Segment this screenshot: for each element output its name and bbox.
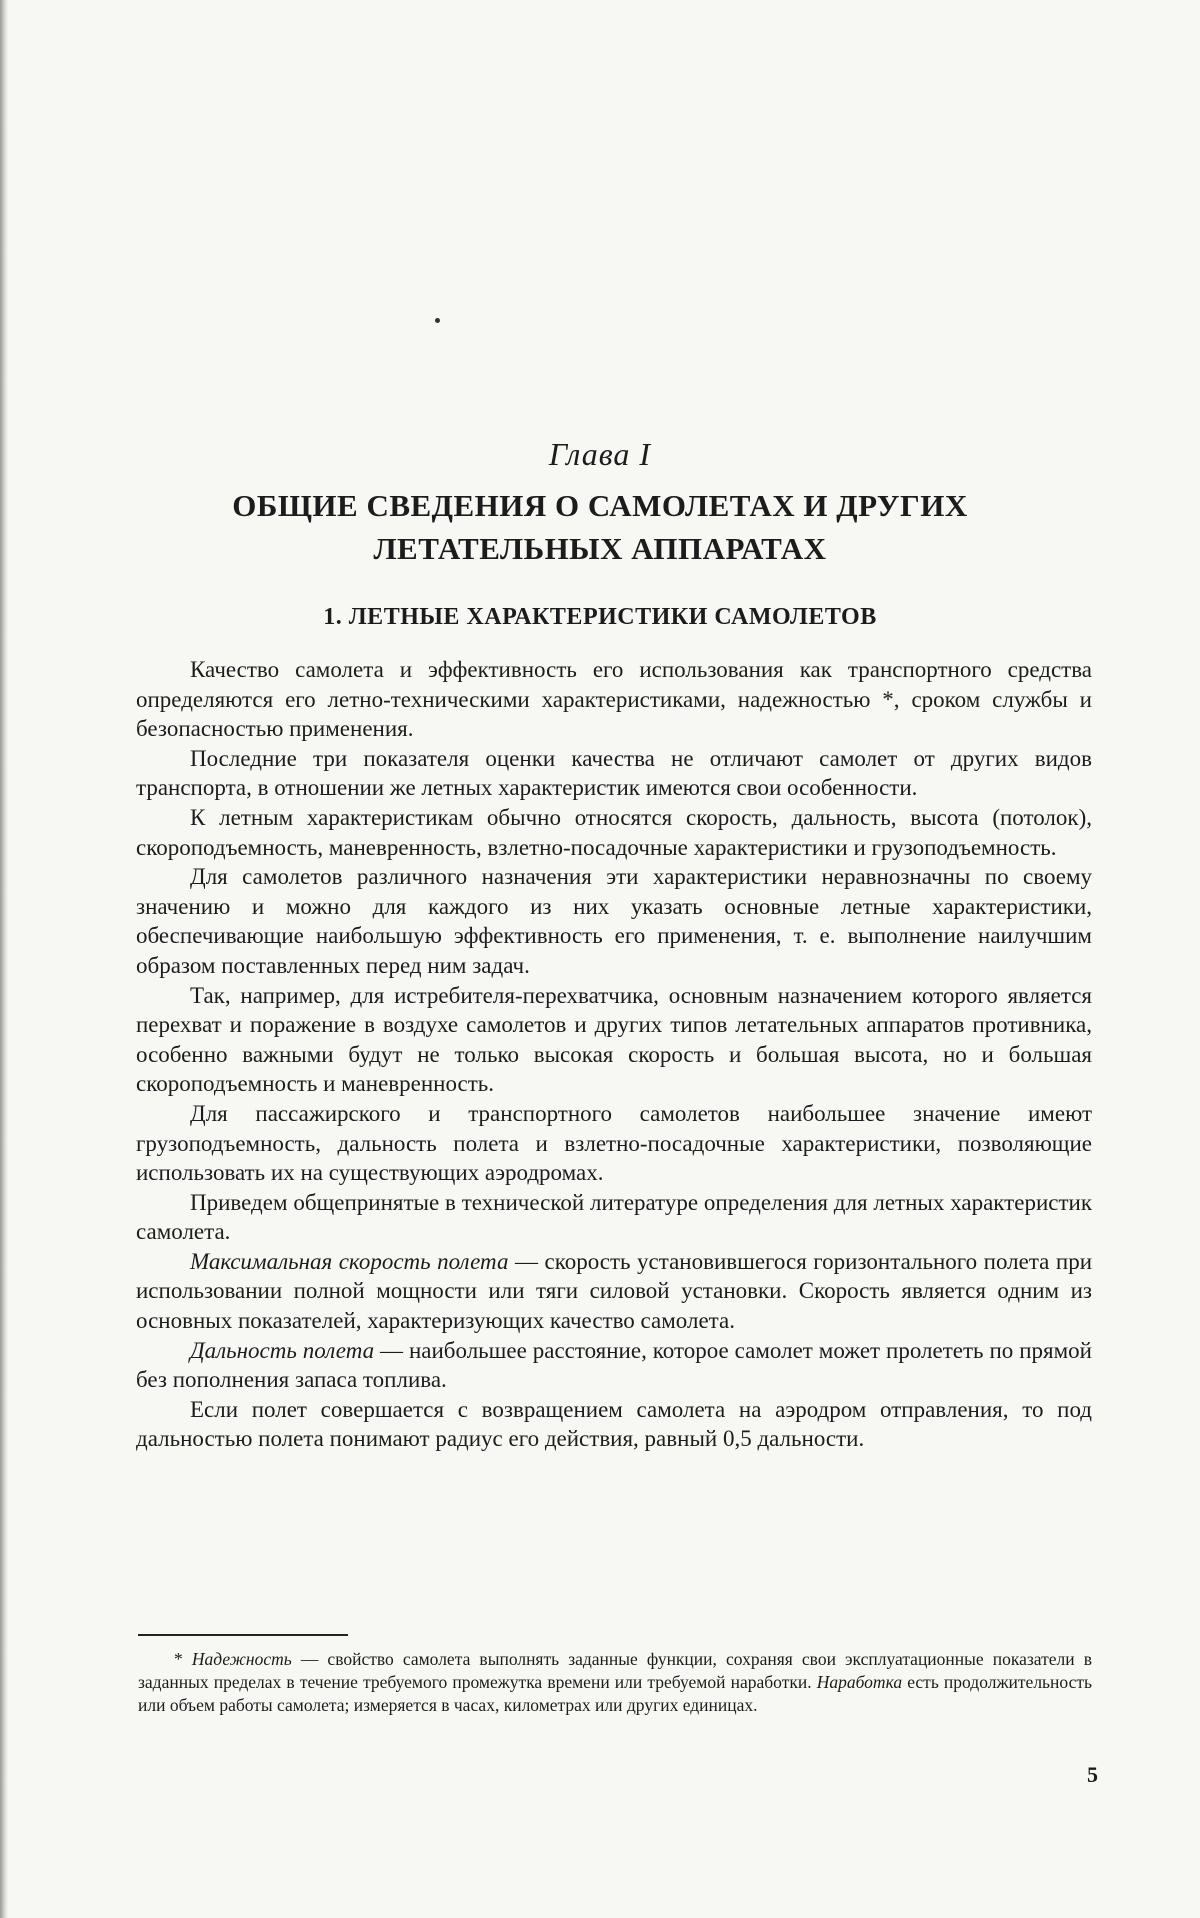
- print-speck: [435, 318, 440, 323]
- page-edge-shadow: [0, 0, 8, 1918]
- chapter-label: Глава I: [548, 436, 652, 472]
- paragraph: Последние три показателя оценки качества не отличают самолет от других видов транспорта, в отношении же летных характеристик имеются свои особенности.: [136, 745, 1092, 801]
- page-number: 5: [1087, 1762, 1098, 1787]
- paragraph: Так, например, для истребителя-перехватчика, основным назначением которого является перехват и поражение в воздухе самолетов и других типов летательных аппаратов противника, особенно важными будут не только высокая скорость и большая высота, но и большая скороподъемность и маневренность.: [136, 982, 1092, 1097]
- definition-range: [136, 1336, 1092, 1395]
- definition-text: — наибольшее расстояние, которое самолет может пролететь по прямой без пополнения запаса топлива.: [136, 1337, 1092, 1393]
- chapter-title-line-2: ЛЕТАТЕЛЬНЫХ АППАРАТАХ: [373, 531, 827, 566]
- footnote-marker: *: [174, 1649, 192, 1669]
- paragraph: Приведем общепринятые в технической литературе определения для летных характеристик самолета.: [136, 1189, 1092, 1245]
- definition-text: — скорость установившегося горизонтального полета при использовании полной мощности или тяги силовой установки. Скорость является одним из основных показателей, характеризующих качество самолета.: [136, 1248, 1093, 1334]
- chapter-title: [0, 484, 1200, 570]
- paragraph: Для самолетов различного назначения эти характеристики неравнозначны по своему значению и можно для каждого из них указать основные летные характеристики, обеспечивающие наибольшую эффективность его применения, т. е. выполнение наилучшим образом поставленных перед ним задач.: [136, 864, 1092, 978]
- body-text: [136, 655, 1092, 1454]
- chapter-title-line-1: ОБЩИЕ СВЕДЕНИЯ О САМОЛЕТАХ И ДРУГИХ: [232, 488, 968, 523]
- footnote-paragraph: [138, 1648, 1092, 1717]
- paragraph: К летным характеристикам обычно относятся скорость, дальность, высота (потолок), скороподъемность, маневренность, взлетно-посадочные характеристики и грузоподъемность.: [136, 804, 1092, 860]
- footnote-term: Надежность: [191, 1649, 292, 1669]
- paragraph: Для пассажирского и транспортного самолетов наибольшее значение имеют грузоподъемность, дальность полета и взлетно-посадочные характеристики, позволяющие использовать их на существующих аэродромах.: [136, 1100, 1092, 1186]
- footnote-text: — свойство самолета выполнять заданные функции, сохраняя свои эксплуатационные показатели в заданных пределах в течение требуемого промежутка времени или требуемой наработки.: [138, 1649, 1092, 1692]
- footnote: [138, 1648, 1092, 1717]
- footnote-divider: [138, 1634, 348, 1636]
- paragraph: Если полет совершается с возвращением самолета на аэродром отправления, то под дальностью полета понимают радиус его действия, равный 0,5 дальности.: [136, 1396, 1092, 1452]
- footnote-text: есть продолжительность или объем работы самолета; измеряется в часах, километрах или других единицах.: [138, 1672, 1092, 1715]
- section-title: 1. ЛЕТНЫЕ ХАРАКТЕРИСТИКИ САМОЛЕТОВ: [323, 604, 877, 630]
- definition-term: Дальность полета: [190, 1337, 375, 1363]
- definition-term: Максимальная скорость полета: [190, 1248, 509, 1274]
- footnote-term: Наработка: [816, 1672, 903, 1692]
- paragraph: Качество самолета и эффективность его использования как транспортного средства определяются его летно-техническими характеристиками, надежностью *, сроком службы и безопасностью применения.: [136, 657, 1092, 742]
- definition-max-speed: [136, 1247, 1092, 1336]
